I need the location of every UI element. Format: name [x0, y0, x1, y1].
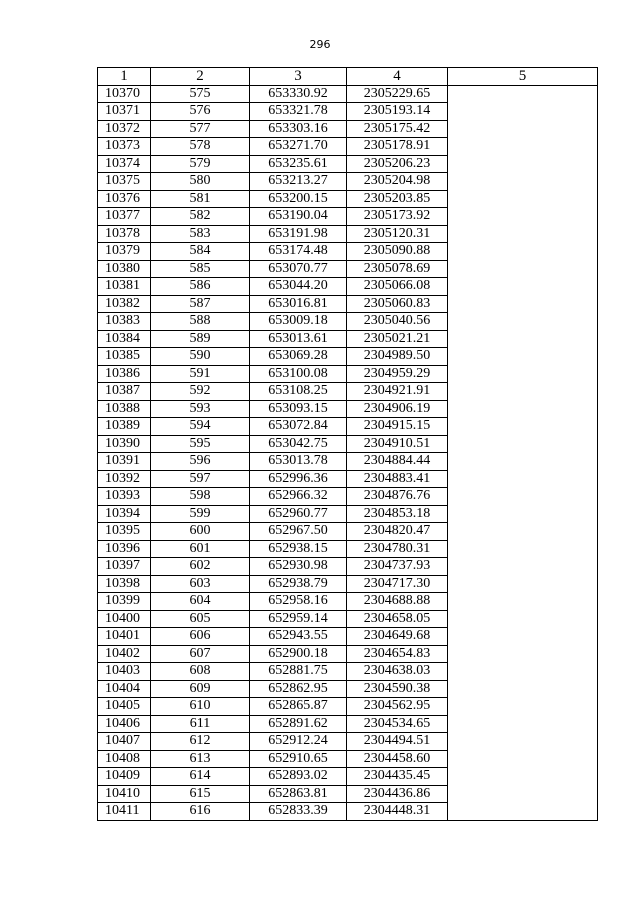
table-cell-col1: 10396: [98, 540, 151, 558]
table-cell-col3: 652966.32: [250, 488, 347, 506]
table-cell-col3: 652930.98: [250, 558, 347, 576]
table-cell-col4: 2305021.21: [347, 330, 448, 348]
table-cell-col2: 598: [151, 488, 250, 506]
table-cell-col2: 602: [151, 558, 250, 576]
table-cell-col2: 581: [151, 190, 250, 208]
table-cell-col1: 10379: [98, 243, 151, 261]
table-cell-col2: 596: [151, 453, 250, 471]
table-cell-col3: 652960.77: [250, 505, 347, 523]
table-cell-col4: 2304820.47: [347, 523, 448, 541]
table-cell-col2: 614: [151, 768, 250, 786]
table-cell-col4: 2304688.88: [347, 593, 448, 611]
table-cell-col2: 576: [151, 103, 250, 121]
table-cell-col3: 653330.92: [250, 85, 347, 103]
table-cell-col1: 10374: [98, 155, 151, 173]
table-cell-col2: 605: [151, 610, 250, 628]
table-cell-col2: 586: [151, 278, 250, 296]
table-cell-col1: 10403: [98, 663, 151, 681]
table-cell-col4: 2305078.69: [347, 260, 448, 278]
table-cell-col4: 2304435.45: [347, 768, 448, 786]
table-cell-col2: 613: [151, 750, 250, 768]
table-cell-col3: 652912.24: [250, 733, 347, 751]
table-cell-col1: 10381: [98, 278, 151, 296]
table-cell-col3: 652958.16: [250, 593, 347, 611]
table-cell-col3: 653100.08: [250, 365, 347, 383]
table-cell-col3: 653044.20: [250, 278, 347, 296]
table-cell-col1: 10373: [98, 138, 151, 156]
table-cell-col4: 2304658.05: [347, 610, 448, 628]
table-cell-col4: 2304921.91: [347, 383, 448, 401]
table-cell-col2: 609: [151, 680, 250, 698]
table-cell-col2: 580: [151, 173, 250, 191]
table-cell-col2: 588: [151, 313, 250, 331]
table-cell-col4: 2305040.56: [347, 313, 448, 331]
table-cell-col1: 10402: [98, 645, 151, 663]
table-cell-col2: 584: [151, 243, 250, 261]
table-cell-col4: 2304717.30: [347, 575, 448, 593]
table-cell-col2: 610: [151, 698, 250, 716]
table-cell-col3: 652891.62: [250, 715, 347, 733]
table-cell-col1: 10404: [98, 680, 151, 698]
table-cell-col2: 587: [151, 295, 250, 313]
table-cell-col1: 10380: [98, 260, 151, 278]
table-cell-col3: 653093.15: [250, 400, 347, 418]
table-cell-col1: 10376: [98, 190, 151, 208]
table-cell-col2: 578: [151, 138, 250, 156]
table-cell-col4: 2305178.91: [347, 138, 448, 156]
table-cell-col3: 653069.28: [250, 348, 347, 366]
table-cell-col1: 10371: [98, 103, 151, 121]
table-cell-col1: 10405: [98, 698, 151, 716]
table-cell-col3: 652900.18: [250, 645, 347, 663]
table-cell-col1: 10391: [98, 453, 151, 471]
table-cell-col4: 2305060.83: [347, 295, 448, 313]
column-header-4: 4: [347, 68, 448, 86]
table-cell-col4: 2304853.18: [347, 505, 448, 523]
table-cell-col3: 652893.02: [250, 768, 347, 786]
table-cell-col1: 10399: [98, 593, 151, 611]
table-cell-col2: 585: [151, 260, 250, 278]
table-cell-col5: [448, 85, 598, 820]
table-row: [98, 85, 598, 103]
table-cell-col3: 652938.79: [250, 575, 347, 593]
table-cell-col1: 10401: [98, 628, 151, 646]
table-cell-col4: 2304436.86: [347, 785, 448, 803]
table-cell-col3: 652967.50: [250, 523, 347, 541]
table-cell-col1: 10375: [98, 173, 151, 191]
table-cell-col1: 10386: [98, 365, 151, 383]
table-cell-col4: 2304910.51: [347, 435, 448, 453]
table-cell-col1: 10383: [98, 313, 151, 331]
table-cell-col2: 599: [151, 505, 250, 523]
table-cell-col3: 652959.14: [250, 610, 347, 628]
table-cell-col3: 653072.84: [250, 418, 347, 436]
table-cell-col1: 10411: [98, 803, 151, 821]
table-cell-col2: 606: [151, 628, 250, 646]
table-cell-col2: 604: [151, 593, 250, 611]
table-cell-col1: 10400: [98, 610, 151, 628]
table-cell-col3: 653042.75: [250, 435, 347, 453]
table-cell-col2: 592: [151, 383, 250, 401]
table-cell-col1: 10393: [98, 488, 151, 506]
table-cell-col4: 2304959.29: [347, 365, 448, 383]
column-header-5: 5: [448, 68, 598, 86]
table-cell-col1: 10382: [98, 295, 151, 313]
table-cell-col1: 10384: [98, 330, 151, 348]
table-cell-col4: 2304883.41: [347, 470, 448, 488]
table-cell-col4: 2304884.44: [347, 453, 448, 471]
table-cell-col4: 2304458.60: [347, 750, 448, 768]
table-cell-col1: 10390: [98, 435, 151, 453]
coordinates-table: [97, 67, 598, 821]
table-cell-col4: 2304638.03: [347, 663, 448, 681]
page-number: 296: [309, 38, 331, 51]
table-cell-col4: 2304780.31: [347, 540, 448, 558]
table-cell-col4: 2304737.93: [347, 558, 448, 576]
table-cell-col3: 653013.61: [250, 330, 347, 348]
table-cell-col4: 2304448.31: [347, 803, 448, 821]
table-cell-col4: 2304649.68: [347, 628, 448, 646]
table-cell-col4: 2304590.38: [347, 680, 448, 698]
table-cell-col1: 10395: [98, 523, 151, 541]
table-cell-col2: 577: [151, 120, 250, 138]
table-cell-col1: 10378: [98, 225, 151, 243]
table-cell-col3: 652833.39: [250, 803, 347, 821]
table-cell-col3: 652862.95: [250, 680, 347, 698]
table-cell-col2: 593: [151, 400, 250, 418]
table-cell-col2: 582: [151, 208, 250, 226]
table-cell-col4: 2305066.08: [347, 278, 448, 296]
table-cell-col2: 601: [151, 540, 250, 558]
table-cell-col3: 653190.04: [250, 208, 347, 226]
table-cell-col4: 2305204.98: [347, 173, 448, 191]
table-cell-col4: 2304876.76: [347, 488, 448, 506]
table-cell-col4: 2304906.19: [347, 400, 448, 418]
table-cell-col4: 2305120.31: [347, 225, 448, 243]
table-cell-col1: 10409: [98, 768, 151, 786]
table-cell-col1: 10397: [98, 558, 151, 576]
table-cell-col2: 595: [151, 435, 250, 453]
table-body: [98, 85, 598, 820]
table-cell-col2: 579: [151, 155, 250, 173]
table-cell-col1: 10372: [98, 120, 151, 138]
column-header-2: 2: [151, 68, 250, 86]
table-cell-col1: 10394: [98, 505, 151, 523]
table-cell-col4: 2304915.15: [347, 418, 448, 436]
table-cell-col2: 603: [151, 575, 250, 593]
table-cell-col2: 611: [151, 715, 250, 733]
table-cell-col4: 2305090.88: [347, 243, 448, 261]
table-cell-col2: 583: [151, 225, 250, 243]
table-cell-col1: 10377: [98, 208, 151, 226]
table-cell-col3: 653321.78: [250, 103, 347, 121]
table-header-row: [98, 68, 598, 86]
column-header-1: 1: [98, 68, 151, 86]
table-cell-col3: 653200.15: [250, 190, 347, 208]
column-header-3: 3: [250, 68, 347, 86]
table-cell-col3: 653013.78: [250, 453, 347, 471]
table-cell-col1: 10408: [98, 750, 151, 768]
table-cell-col4: 2304562.95: [347, 698, 448, 716]
table-cell-col2: 591: [151, 365, 250, 383]
table-cell-col1: 10410: [98, 785, 151, 803]
table-cell-col4: 2305175.42: [347, 120, 448, 138]
table-cell-col3: 653271.70: [250, 138, 347, 156]
table-cell-col3: 653235.61: [250, 155, 347, 173]
table-cell-col1: 10392: [98, 470, 151, 488]
table-cell-col3: 652910.65: [250, 750, 347, 768]
table-cell-col3: 653108.25: [250, 383, 347, 401]
table-cell-col3: 653303.16: [250, 120, 347, 138]
table-cell-col1: 10387: [98, 383, 151, 401]
table-cell-col1: 10389: [98, 418, 151, 436]
table-cell-col4: 2305193.14: [347, 103, 448, 121]
table-cell-col2: 575: [151, 85, 250, 103]
table-cell-col3: 653191.98: [250, 225, 347, 243]
table-cell-col4: 2305173.92: [347, 208, 448, 226]
table-cell-col1: 10370: [98, 85, 151, 103]
table-cell-col1: 10388: [98, 400, 151, 418]
table-cell-col3: 652863.81: [250, 785, 347, 803]
table-cell-col4: 2305206.23: [347, 155, 448, 173]
table-cell-col2: 607: [151, 645, 250, 663]
table-cell-col2: 590: [151, 348, 250, 366]
table-cell-col1: 10407: [98, 733, 151, 751]
table-cell-col4: 2304494.51: [347, 733, 448, 751]
table-cell-col2: 612: [151, 733, 250, 751]
table-cell-col3: 652996.36: [250, 470, 347, 488]
table-cell-col3: 653174.48: [250, 243, 347, 261]
table-cell-col4: 2304989.50: [347, 348, 448, 366]
table-cell-col3: 652865.87: [250, 698, 347, 716]
table-cell-col4: 2305229.65: [347, 85, 448, 103]
table-cell-col4: 2304534.65: [347, 715, 448, 733]
table-cell-col2: 589: [151, 330, 250, 348]
table-cell-col3: 652881.75: [250, 663, 347, 681]
table-cell-col1: 10406: [98, 715, 151, 733]
table-cell-col2: 608: [151, 663, 250, 681]
table-cell-col3: 653016.81: [250, 295, 347, 313]
table-cell-col1: 10398: [98, 575, 151, 593]
table-cell-col2: 597: [151, 470, 250, 488]
table-cell-col3: 652943.55: [250, 628, 347, 646]
table-cell-col2: 600: [151, 523, 250, 541]
table-cell-col3: 653070.77: [250, 260, 347, 278]
table-cell-col3: 653213.27: [250, 173, 347, 191]
table-cell-col3: 653009.18: [250, 313, 347, 331]
table-cell-col3: 652938.15: [250, 540, 347, 558]
table-cell-col2: 594: [151, 418, 250, 436]
table-cell-col1: 10385: [98, 348, 151, 366]
table-cell-col2: 615: [151, 785, 250, 803]
table-cell-col2: 616: [151, 803, 250, 821]
table-cell-col4: 2305203.85: [347, 190, 448, 208]
table-cell-col4: 2304654.83: [347, 645, 448, 663]
